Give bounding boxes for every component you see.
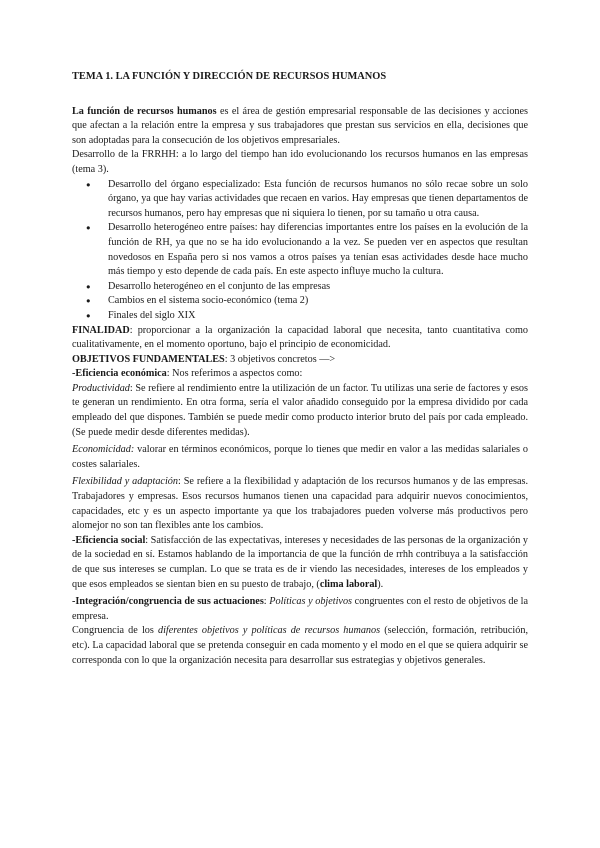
productividad-text: : Se refiere al rendimiento entre la utilización de un factor. Tu utilizas una serie de factores y esos te generan un rendimiento. En otra forma, sería el valor añadido conseguido por la empresa dividido por cada empleado del que dispones. También se puede medir como producto interior bruto del país por cada empleado. (Se puede medir desde diferentes medidas). (72, 382, 528, 438)
integracion-paragraph (72, 595, 528, 624)
intro-text: es el área de gestión empresarial responsable de las decisiones y acciones que afectan a la relación entre la empresa y sus trabajadores que prestan sus servicios en ella, decisiones que son adoptadas para la consecución de los objetivos empresariales. (72, 105, 528, 146)
integracion-end: congruentes con el resto de objetivos de la empresa. (72, 596, 528, 622)
eficiencia-social-term: -Eficiencia social (72, 534, 146, 546)
list-item: ● Desarrollo heterogéneo entre países: hay diferencias importantes entre los países en la evolución de la función de RH, ya que no se ha ido evolucionando a la vez. Se pueden ver en aspectos que resultan novedosos en España pero si nos vamos a otros países ya tenían esas actividades desde hace mucho más tiempo y esto depende de cada país. En este aspecto influye mucho la cultura. (108, 221, 528, 279)
desarrollo-list (72, 178, 528, 324)
list-item: ● Desarrollo heterogéneo en el conjunto de las empresas (108, 280, 528, 295)
eficiencia-economica-paragraph (72, 367, 528, 382)
economicidad-text: valorar en términos económicos, porque lo tienes que medir en valor a las medidas salariales o costes salariales. (72, 444, 528, 470)
intro-term: La función de recursos humanos (72, 105, 217, 117)
congruencia-italic: diferentes objetivos y políticas de recursos humanos (157, 625, 381, 637)
flexibilidad-text: : Se refiere a la flexibilidad y adaptación de los recursos humanos y de las empresas. Trabajadores y empresas. Esos recursos humanos tienen una capacidad para adquirir nuevos conocimientos, capacidades, etc y es un aspecto importante ya que los trabajadores pueden volverse más productivos pero alomejor no son tan flexibles ante los cambios. (72, 476, 529, 532)
economicidad-paragraph (72, 443, 528, 472)
objetivos-term: OBJETIVOS FUNDAMENTALES (72, 353, 225, 365)
integracion-italic: Políticas y objetivos (269, 596, 353, 608)
productividad-paragraph (72, 382, 528, 440)
eficiencia-economica-text: : Nos referimos a aspectos como: (166, 368, 303, 380)
eficiencia-social-end: ). (377, 578, 384, 590)
objetivos-heading (72, 353, 528, 368)
list-item: ● Finales del siglo XIX (108, 309, 528, 324)
flexibilidad-term: Flexibilidad y adaptación (72, 476, 178, 488)
eficiencia-economica-term: -Eficiencia económica (72, 368, 167, 380)
clima-laboral-term: clima laboral (319, 578, 378, 590)
eficiencia-social-text: : Satisfacción de las expectativas, intereses y necesidades de las personas de la organización y de la sociedad en sí. Estamos hablando de la importancia de que la función de rrhh contribuya a la satisfacción de que sus intereses se cumplan. Lo que se trata es de ir viendo las necesidades, intereses de los empleados y que esos empleados se sientan bien en su puesto de trabajo, ( (72, 534, 528, 590)
congruencia-paragraph (72, 624, 528, 668)
list-item: ● Cambios en el sistema socio-económico (tema 2) (108, 294, 528, 309)
finalidad-term: FINALIDAD (72, 324, 130, 336)
economicidad-term: Economicidad: (72, 444, 135, 456)
flexibilidad-paragraph (72, 475, 528, 533)
list-item: ● Desarrollo del órgano especializado: Esta función de recursos humanos no sólo recae sobre un solo órgano, ya que hay varias actividades que recaen en varios. Hay empresas que tienen departamentos de recursos humanos, pero hay empresas que ni siquiera lo tienen, por su tamaño u otra causa. (108, 178, 528, 222)
intro-paragraph (72, 105, 528, 149)
integracion-term: -Integración/congruencia de sus actuaciones (72, 596, 264, 608)
finalidad-paragraph (72, 324, 528, 353)
productividad-term: Productividad (72, 382, 130, 394)
congruencia-text: Congruencia de los (72, 625, 158, 637)
document-page (72, 70, 528, 668)
eficiencia-social-paragraph (72, 534, 528, 592)
integracion-sep: : (263, 596, 270, 608)
congruencia-end: (selección, formación, retribución, etc). La capacidad laboral que se pretenda conseguir en cada momento y el modo en el que se quiera adquirir se corresponda con lo que la organización necesita para desarrollar sus estrategias y objetivos generales. (72, 625, 528, 666)
desarrollo-paragraph: Desarrollo de la FRRHH: a lo largo del tiempo han ido evolucionando los recursos humanos en las empresas (tema 3). (72, 149, 528, 175)
finalidad-text: : proporcionar a la organización la capacidad laboral que necesita, tanto cuantitativa como cualitativamente, en el momento oportuno, bajo el principio de economicidad. (72, 324, 528, 351)
page-title: TEMA 1. LA FUNCIÓN Y DIRECCIÓN DE RECURSOS HUMANOS (72, 71, 387, 82)
objetivos-text: : 3 objetivos concretos —> (224, 353, 336, 365)
